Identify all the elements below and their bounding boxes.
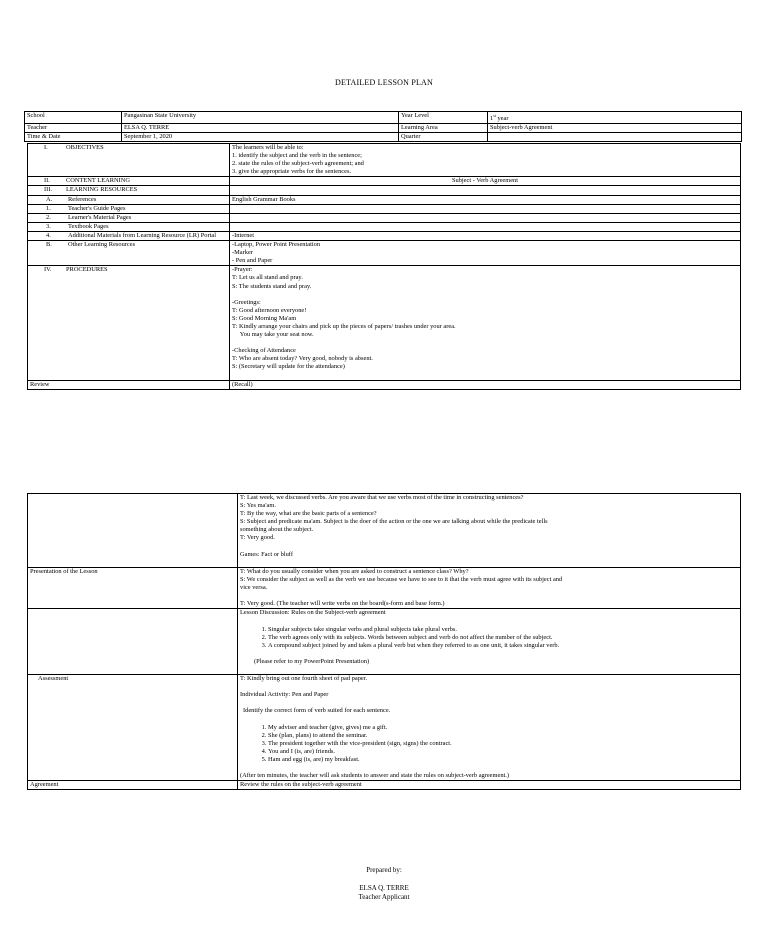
assessment-content: T: Kindly bring out one fourth sheet of pad paper. Individual Activity: Pen and Paper Identify the correct form of verb suited for each sentence. 1. My adviser and teacher (give, gives) me a gift. 2. She (plan, plans) to attend the seminar. 3. The president together with the vice-president (sign, signs) the contract. 4. You and I (is, are) friends. 5. Ham and egg (is, are) my breakfast. (After ten minutes, the teacher will ask students to answer and state the rules on subject-verb agreement.) xyxy=(238,675,741,781)
discussion-label xyxy=(28,609,238,675)
learning-resources-heading: III. LEARNING RESOURCES xyxy=(28,186,230,195)
teachers-guide-value xyxy=(230,204,741,213)
content-learning-heading: II. CONTENT LEARNING xyxy=(28,177,230,186)
learners-material-value xyxy=(230,213,741,222)
assessment-items xyxy=(240,724,738,764)
year-level-label: Year Level xyxy=(399,112,488,124)
learning-area-value: Subject-verb Agreement xyxy=(488,124,742,133)
objectives-content: The learners will be able to: 1. identify the subject and the verb in the sentence; 2. state the rules of the subject-verb agreement; and 3. give the appropriate verbs for the sentences. xyxy=(230,144,741,177)
lesson-table-page1 xyxy=(27,143,741,390)
quarter-label: Quarter xyxy=(399,133,488,142)
content-learning-value: Subject - Verb Agreement xyxy=(230,177,741,186)
learning-area-label: Learning Area xyxy=(399,124,488,133)
agreement-value: Review the rules on the subject-verb agreement xyxy=(238,781,741,790)
references-value: English Grammar Books xyxy=(230,195,741,204)
procedures-heading: IV. PROCEDURES xyxy=(28,266,230,380)
assessment-item: 4. You and I (is, are) friends. xyxy=(268,748,738,756)
year-level-value: 1st year xyxy=(488,112,742,124)
page-title: DETAILED LESSON PLAN xyxy=(334,78,434,87)
rule-item: 3. A compound subject joined by and takes a plural verb but when they referred to as one unit, it takes singular verb. xyxy=(268,642,738,650)
lesson-table-page2 xyxy=(27,493,741,790)
additional-materials-value: -Internet xyxy=(230,231,741,240)
procedures-content: -Prayer: T: Let us all stand and pray. S: The students stand and pray. -Greetings: T: Good afternoon everyone! S: Good Morning Ma'am T: Kindly arrange your chairs and pick up the pieces of papers/ trashes under your area. You may take your seat now. -Checking of Attendance T: Who are absent today? Very good, nobody is absent. S: (Secretary will update for the attendance) xyxy=(230,266,741,380)
textbook-pages-label: 3. Textbook Pages xyxy=(28,222,230,231)
rule-item: 1. Singular subjects take singular verbs and plural subjects take plural verbs. xyxy=(268,626,738,634)
review-continued-content: T: Last week, we discussed verbs. Are you aware that we use verbs most of the time in constructing sentences? S: Yes ma'am. T: By the way, what are the basic parts of a sentence? S: Subject and predicate ma'am. Subject is the doer of the action or the one we are talking about while the predicate tells something about the subject. T: Very good. Games: Fact or bluff xyxy=(238,494,741,568)
additional-materials-label: 4. Additional Materials from Learning Resource (LR) Portal xyxy=(28,231,230,240)
signatory-role: Teacher Applicant xyxy=(358,893,410,901)
date-value: September 1, 2020 xyxy=(122,133,399,142)
discussion-content: Lesson Discussion: Rules on the Subject-verb agreement 1. Singular subjects take singular verbs and plural subjects take plural verbs. 2. The verb agrees only with its subjects. Words between subject and verb do not affect the number of the subject. 3. A compound subject joined by and takes a plural verb but when they referred to as one unit, it takes singular verb. (Please refer to my PowerPoint Presentation) xyxy=(238,609,741,675)
learning-resources-value xyxy=(230,186,741,195)
assessment-item: 2. She (plan, plans) to attend the seminar. xyxy=(268,732,738,740)
other-resources-value: -Laptop, Power Point Presentation -Marker - Pen and Paper xyxy=(230,241,741,266)
teacher-label: Teacher xyxy=(25,124,122,133)
references-label: A. References xyxy=(28,195,230,204)
presentation-label: Presentation of the Lesson xyxy=(28,567,238,608)
date-label: Time & Date xyxy=(25,133,122,142)
header-table xyxy=(24,111,742,142)
quarter-value xyxy=(488,133,742,142)
school-label: School xyxy=(25,112,122,124)
agreement-label: Agreement xyxy=(28,781,238,790)
teacher-value: ELSA Q. TERRE xyxy=(122,124,399,133)
review-value: (Recall) xyxy=(230,380,741,389)
school-value: Pangasinan State University xyxy=(122,112,399,124)
assessment-item: 1. My adviser and teacher (give, gives) me a gift. xyxy=(268,724,738,732)
review-continued-label xyxy=(28,494,238,568)
rule-item: 2. The verb agrees only with its subjects. Words between subject and verb do not affect the number of the subject. xyxy=(268,634,738,642)
rules-list xyxy=(240,626,738,650)
signatory-name: ELSA Q. TERRE xyxy=(359,884,409,892)
presentation-content: T: What do you usually consider when you are asked to construct a sentence class? Why? S: We consider the subject as well as the verb we use because we have to see to it that the verb must agree with its subject and vice versa. T: Very good. (The teacher will write verbs on the board(s-form and base form.) xyxy=(238,567,741,608)
other-resources-label: B. Other Learning Resources xyxy=(28,241,230,266)
prepared-by-label: Prepared by: xyxy=(366,866,402,874)
learners-material-label: 2. Learner's Material Pages xyxy=(28,213,230,222)
textbook-pages-value xyxy=(230,222,741,231)
assessment-item: 3. The president together with the vice-president (sign, signs) the contract. xyxy=(268,740,738,748)
review-label: Review xyxy=(28,380,230,389)
assessment-label: Assessment xyxy=(28,675,238,781)
objectives-heading: I. OBJECTIVES xyxy=(28,144,230,177)
teachers-guide-label: 1. Teacher's Guide Pages xyxy=(28,204,230,213)
assessment-item: 5. Ham and egg (is, are) my breakfast. xyxy=(268,756,738,764)
